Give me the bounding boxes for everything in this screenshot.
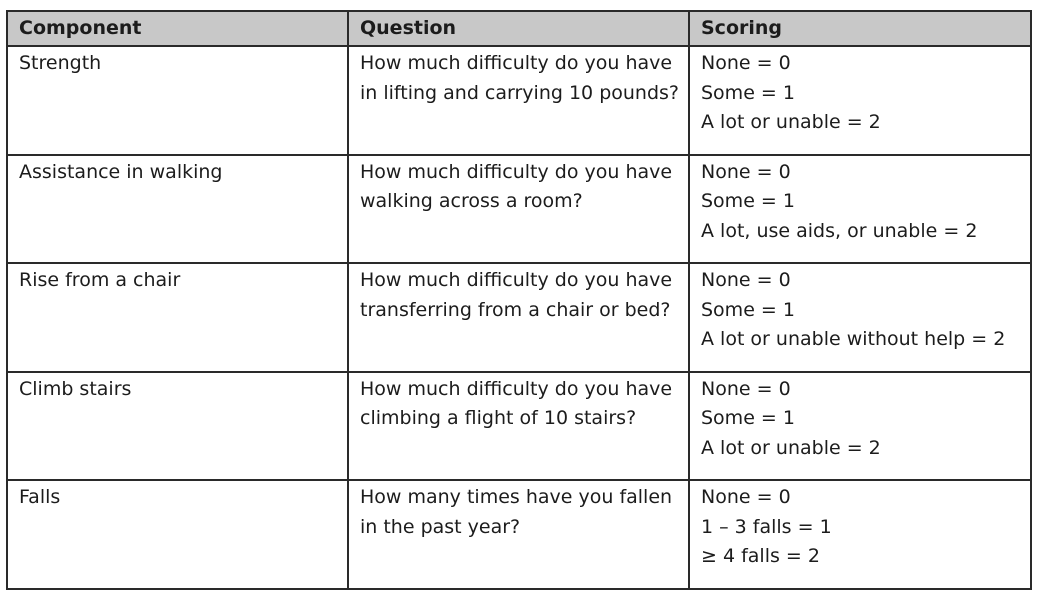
header-component: Component (7, 11, 348, 46)
scoring-cell (689, 372, 1031, 481)
question-line: How much difficulty do you have (360, 160, 673, 183)
question-line: walking across a room? (360, 190, 583, 213)
scoring-line: Some = 1 (701, 407, 795, 430)
scoring-line: ≥ 4 falls = 2 (701, 545, 820, 568)
question-line: How much difficulty do you have (360, 377, 673, 400)
scoring-line: A lot or unable = 2 (701, 111, 881, 133)
header-question: Question (348, 11, 689, 46)
question-cell (348, 155, 689, 264)
scoring-line: 1 – 3 falls = 1 (701, 515, 832, 538)
question-line: How much difficulty do you have (360, 52, 673, 74)
question-cell (348, 372, 689, 481)
sarc-f-table (6, 10, 1032, 590)
question-line: How many times have you fallen (360, 486, 673, 509)
table-row (7, 155, 1031, 264)
question-cell (348, 480, 689, 589)
component-cell: Strength (7, 46, 348, 155)
component-cell: Falls (7, 480, 348, 589)
scoring-line: A lot or unable without help = 2 (701, 328, 1006, 351)
question-line: climbing a flight of 10 stairs? (360, 407, 637, 430)
scoring-cell (689, 155, 1031, 264)
scoring-cell (689, 46, 1031, 155)
question-line: How much difficulty do you have (360, 269, 673, 292)
header-scoring: Scoring (689, 11, 1031, 46)
question-line: transferring from a chair or bed? (360, 298, 671, 321)
scoring-line: A lot, use aids, or unable = 2 (701, 219, 978, 242)
scoring-line: Some = 1 (701, 81, 795, 104)
table-row (7, 46, 1031, 155)
scoring-cell (689, 263, 1031, 372)
table-row (7, 372, 1031, 481)
scoring-line: None = 0 (701, 52, 791, 74)
scoring-line: Some = 1 (701, 298, 795, 321)
scoring-line: None = 0 (701, 377, 791, 400)
table-row (7, 263, 1031, 372)
scoring-line: A lot or unable = 2 (701, 436, 881, 459)
scoring-cell (689, 480, 1031, 589)
scoring-line: Some = 1 (701, 190, 795, 213)
component-cell: Rise from a chair (7, 263, 348, 372)
question-cell (348, 46, 689, 155)
scoring-line: None = 0 (701, 486, 791, 509)
component-cell: Climb stairs (7, 372, 348, 481)
question-line: in the past year? (360, 515, 521, 538)
scoring-line: None = 0 (701, 160, 791, 183)
table-row (7, 480, 1031, 589)
scoring-line: None = 0 (701, 269, 791, 292)
question-cell (348, 263, 689, 372)
component-cell: Assistance in walking (7, 155, 348, 264)
question-line: in lifting and carrying 10 pounds? (360, 81, 680, 104)
header-row (7, 11, 1031, 46)
